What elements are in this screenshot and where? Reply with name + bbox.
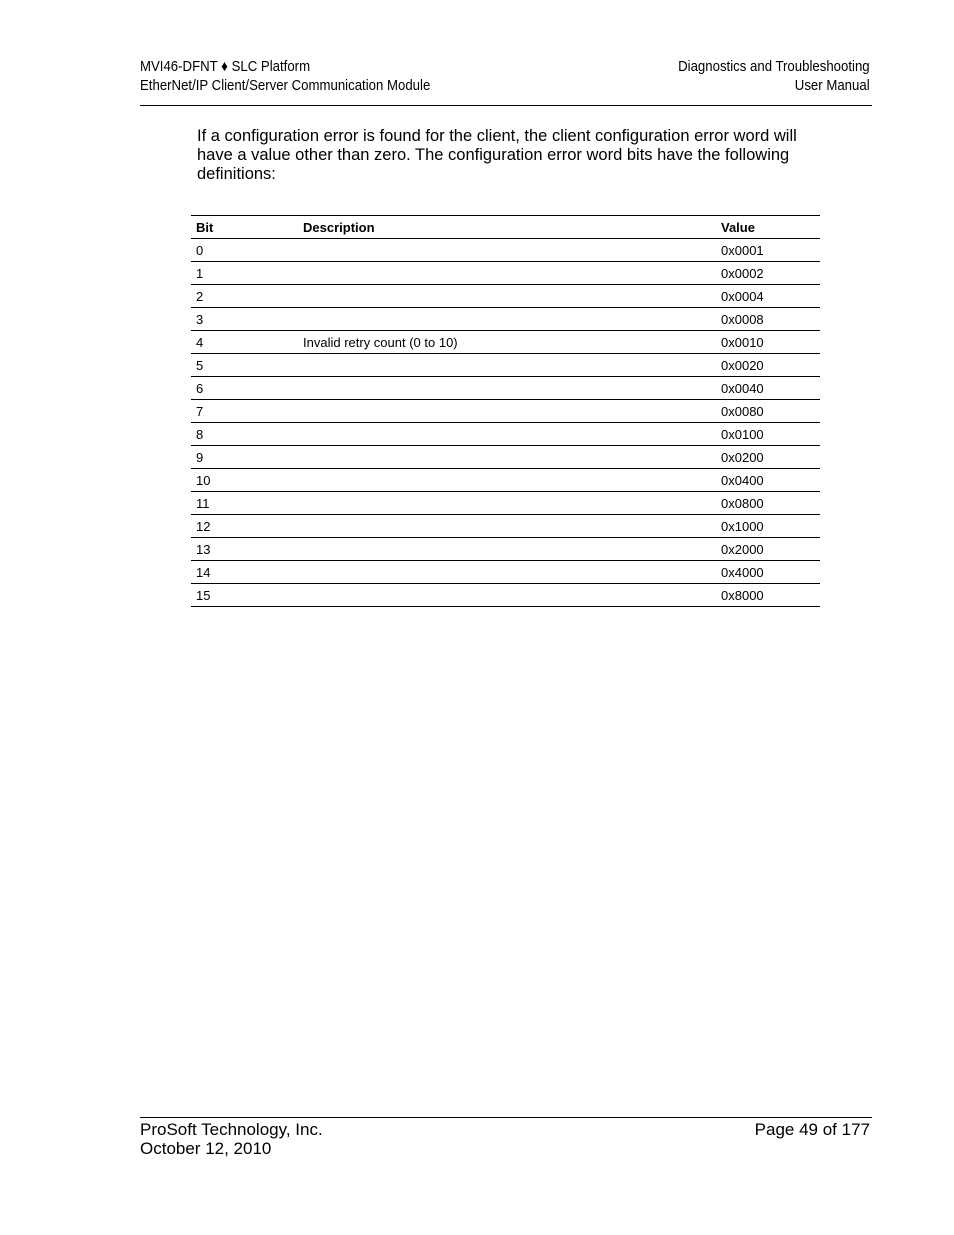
header-module-line: EtherNet/IP Client/Server Communication Module [140, 77, 431, 94]
value-cell: 0x0001 [716, 239, 820, 262]
value-cell: 0x0040 [716, 377, 820, 400]
value-cell: 0x0800 [716, 492, 820, 515]
table-row [191, 239, 820, 262]
description-cell [298, 446, 716, 469]
table-row [191, 469, 820, 492]
value-cell: 0x0080 [716, 400, 820, 423]
column-header-description: Description [298, 216, 716, 239]
header-divider [140, 105, 872, 106]
bit-cell: 11 [191, 492, 298, 515]
value-cell: 0x0020 [716, 354, 820, 377]
config-error-bits-table [191, 215, 820, 607]
value-cell: 0x0002 [716, 262, 820, 285]
bit-cell: 6 [191, 377, 298, 400]
value-cell: 0x0100 [716, 423, 820, 446]
column-header-bit: Bit [191, 216, 298, 239]
description-cell [298, 469, 716, 492]
bit-cell: 8 [191, 423, 298, 446]
table-header-row [191, 216, 820, 239]
description-cell [298, 515, 716, 538]
description-cell [298, 561, 716, 584]
table-row [191, 308, 820, 331]
description-cell [298, 584, 716, 607]
table-row [191, 538, 820, 561]
value-cell: 0x0200 [716, 446, 820, 469]
value-cell: 0x0008 [716, 308, 820, 331]
bit-cell: 1 [191, 262, 298, 285]
header-section [678, 57, 870, 95]
bit-cell: 12 [191, 515, 298, 538]
table-row [191, 285, 820, 308]
description-cell [298, 308, 716, 331]
description-cell: Invalid retry count (0 to 10) [298, 331, 716, 354]
intro-paragraph: If a configuration error is found for the client, the client configuration error word will have a value other than zero. The configuration error word bits have the following definitions: [197, 127, 797, 183]
bit-cell: 0 [191, 239, 298, 262]
table-row [191, 262, 820, 285]
description-cell [298, 400, 716, 423]
header-product-line: MVI46-DFNT ♦ SLC Platform [140, 58, 311, 75]
value-cell: 0x2000 [716, 538, 820, 561]
bit-cell: 14 [191, 561, 298, 584]
description-cell [298, 262, 716, 285]
table-row [191, 446, 820, 469]
value-cell: 0x0004 [716, 285, 820, 308]
description-cell [298, 492, 716, 515]
table-row [191, 561, 820, 584]
table-row [191, 377, 820, 400]
footer-page-number: Page 49 of 177 [754, 1120, 870, 1139]
header-product [140, 57, 430, 95]
table-row [191, 354, 820, 377]
footer-date: October 12, 2010 [140, 1139, 272, 1158]
bit-cell: 4 [191, 331, 298, 354]
bit-cell: 3 [191, 308, 298, 331]
table-row [191, 331, 820, 354]
description-cell [298, 354, 716, 377]
bit-cell: 2 [191, 285, 298, 308]
table-row [191, 423, 820, 446]
description-cell [298, 239, 716, 262]
table-row [191, 492, 820, 515]
value-cell: 0x0010 [716, 331, 820, 354]
header-section-title: Diagnostics and Troubleshooting [678, 58, 870, 75]
footer-company: ProSoft Technology, Inc. [140, 1120, 323, 1139]
value-cell: 0x0400 [716, 469, 820, 492]
table-row [191, 584, 820, 607]
bit-cell: 9 [191, 446, 298, 469]
table-row [191, 400, 820, 423]
value-cell: 0x8000 [716, 584, 820, 607]
column-header-value: Value [716, 216, 820, 239]
footer-divider [140, 1117, 872, 1118]
bit-cell: 5 [191, 354, 298, 377]
description-cell [298, 538, 716, 561]
bit-cell: 10 [191, 469, 298, 492]
description-cell [298, 377, 716, 400]
description-cell [298, 423, 716, 446]
footer-publisher [140, 1120, 323, 1158]
bit-cell: 15 [191, 584, 298, 607]
value-cell: 0x4000 [716, 561, 820, 584]
table-row [191, 515, 820, 538]
value-cell: 0x1000 [716, 515, 820, 538]
bit-cell: 13 [191, 538, 298, 561]
description-cell [298, 285, 716, 308]
bit-cell: 7 [191, 400, 298, 423]
header-manual-type: User Manual [795, 77, 870, 94]
